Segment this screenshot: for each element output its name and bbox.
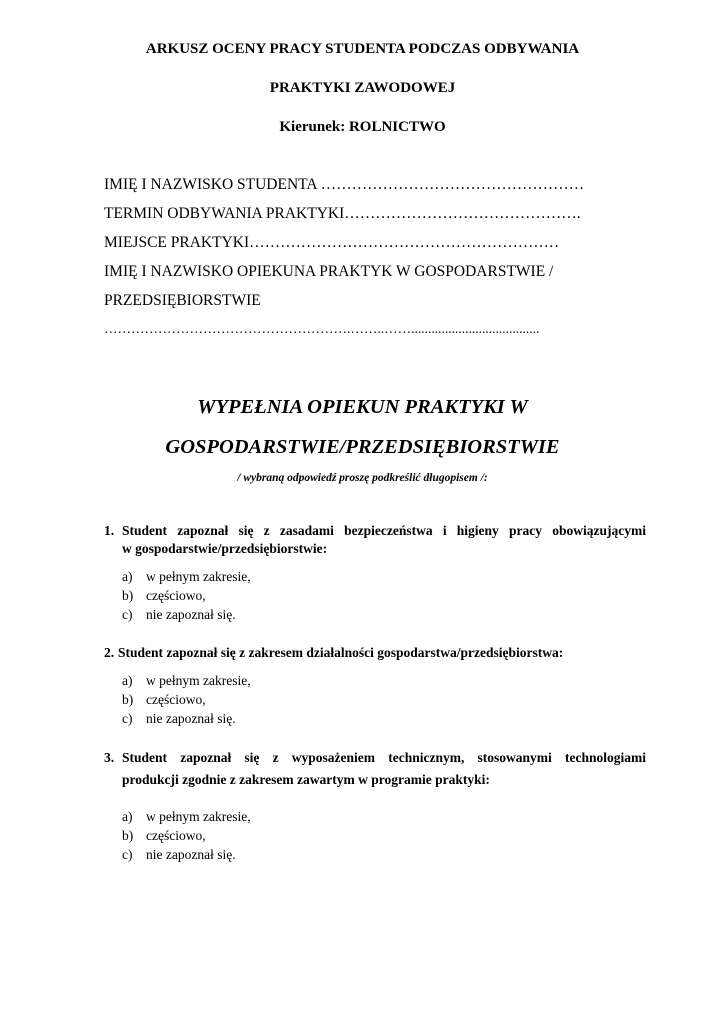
supervisor-field-line3: ……………………………………………….……..……......................................: [104, 321, 540, 336]
section-title-line1: WYPEŁNIA OPIEKUN PRAKTYKI W: [197, 396, 528, 418]
option-letter: b): [122, 828, 134, 843]
question-2-text-line1: Student zapoznał się z zakresem działalności gospodarstwa/przedsiębiorstwa:: [118, 645, 564, 660]
question-1-text-line1: Student zapoznał się z zasadami bezpieczeństwa i higieny pracy obowiązującymi: [122, 523, 646, 538]
header-title-line1: ARKUSZ OCENY PRACY STUDENTA PODCZAS ODBYWANIA: [145, 41, 580, 57]
question-3-text-line2: produkcji zgodnie z zakresem zawartym w programie praktyki:: [122, 772, 490, 787]
question-2-number: 2.: [104, 645, 115, 660]
option-letter: c): [122, 847, 133, 862]
question-3-option-b: [122, 828, 206, 844]
option-letter: c): [122, 711, 133, 726]
question-2-option-a: [122, 673, 251, 689]
option-letter: b): [122, 588, 134, 603]
option-text: nie zapoznał się.: [146, 711, 236, 726]
section-instruction-note: / wybraną odpowiedź proszę podkreślić długopisem /:: [237, 472, 488, 484]
option-text: nie zapoznał się.: [146, 607, 236, 622]
header-field-of-study: Kierunek: ROLNICTWO: [279, 119, 446, 135]
option-text: w pełnym zakresie,: [146, 569, 251, 584]
supervisor-field-line2: PRZEDSIĘBIORSTWIE: [104, 292, 261, 309]
question-2-option-c: [122, 711, 236, 727]
option-text: w pełnym zakresie,: [146, 673, 251, 688]
question-1-number: 1.: [104, 523, 115, 538]
option-text: nie zapoznał się.: [146, 847, 236, 862]
internship-place-field: MIEJSCE PRAKTYKI……………………………………………………: [104, 234, 560, 251]
option-letter: a): [122, 809, 133, 824]
question-1-option-a: [122, 569, 251, 585]
internship-term-field: TERMIN ODBYWANIA PRAKTYKI……………………………………….: [104, 205, 581, 222]
header-title-line2: PRAKTYKI ZAWODOWEJ: [269, 80, 456, 96]
option-text: częściowo,: [146, 692, 206, 707]
option-text: częściowo,: [146, 588, 206, 603]
question-1-text-line2: w gospodarstwie/przedsiębiorstwie:: [122, 541, 328, 556]
question-2-option-b: [122, 692, 206, 708]
supervisor-field-line1: IMIĘ I NAZWISKO OPIEKUNA PRAKTYK W GOSPODARSTWIE /: [104, 263, 554, 280]
option-letter: c): [122, 607, 133, 622]
option-text: w pełnym zakresie,: [146, 809, 251, 824]
question-3-option-a: [122, 809, 251, 825]
question-1-option-c: [122, 607, 236, 623]
option-text: częściowo,: [146, 828, 206, 843]
question-3-text-line1: Student zapoznał się z wyposażeniem technicznym, stosowanymi technologiami: [122, 750, 646, 765]
option-letter: a): [122, 673, 133, 688]
question-1-option-b: [122, 588, 206, 604]
section-title-line2: GOSPODARSTWIE/PRZEDSIĘBIORSTWIE: [165, 436, 560, 458]
option-letter: a): [122, 569, 133, 584]
option-letter: b): [122, 692, 134, 707]
question-3-number: 3.: [104, 750, 115, 765]
question-3-option-c: [122, 847, 236, 863]
student-name-field: IMIĘ I NAZWISKO STUDENTA ……………………………………………: [104, 176, 585, 193]
